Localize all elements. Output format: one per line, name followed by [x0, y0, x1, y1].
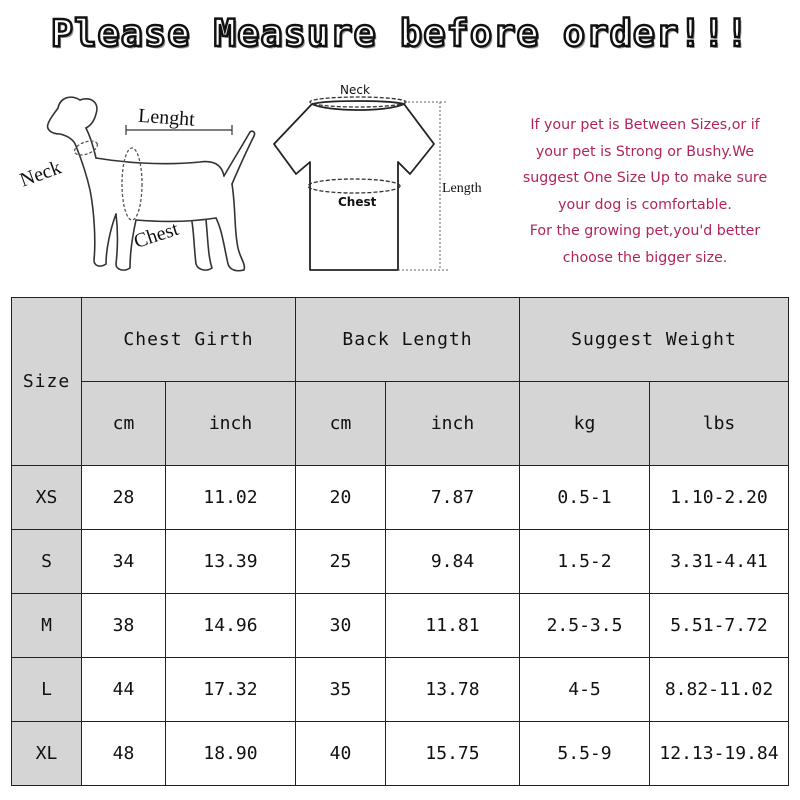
unit-header: cm	[296, 382, 386, 466]
table-cell: 14.96	[166, 594, 296, 658]
table-group-header-row	[12, 298, 789, 382]
table-cell: 13.39	[166, 530, 296, 594]
dog-measurement-diagram	[10, 80, 270, 285]
back-length-header: Back Length	[296, 298, 520, 382]
unit-header: lbs	[650, 382, 789, 466]
shirt-length-label: Length	[442, 181, 482, 196]
shirt-measurement-diagram	[268, 80, 498, 280]
table-cell: 11.02	[166, 466, 296, 530]
size-cell: XS	[12, 466, 82, 530]
table-cell: 13.78	[386, 658, 520, 722]
dog-neck-label: Neck	[16, 156, 65, 192]
table-cell: 5.51-7.72	[650, 594, 789, 658]
sizing-advice-note	[500, 112, 790, 271]
table-cell: 11.81	[386, 594, 520, 658]
note-line: For the growing pet,you'd better	[529, 223, 761, 239]
size-cell: S	[12, 530, 82, 594]
shirt-neck-label: Neck	[340, 83, 370, 97]
table-cell: 18.90	[166, 722, 296, 786]
dog-length-label: Lenght	[137, 104, 196, 131]
table-row	[12, 722, 789, 786]
table-cell: 38	[82, 594, 166, 658]
table-unit-header-row	[12, 382, 789, 466]
table-cell: 34	[82, 530, 166, 594]
table-cell: 25	[296, 530, 386, 594]
table-cell: 0.5-1	[520, 466, 650, 530]
table-cell: 5.5-9	[520, 722, 650, 786]
note-line: suggest One Size Up to make sure	[522, 170, 768, 186]
table-cell: 35	[296, 658, 386, 722]
size-cell: L	[12, 658, 82, 722]
unit-header: kg	[520, 382, 650, 466]
table-cell: 17.32	[166, 658, 296, 722]
table-cell: 1.5-2	[520, 530, 650, 594]
size-chart-table	[11, 297, 789, 786]
suggest-weight-header: Suggest Weight	[520, 298, 789, 382]
note-line: choose the bigger size.	[562, 249, 728, 266]
table-cell: 44	[82, 658, 166, 722]
unit-header: inch	[386, 382, 520, 466]
table-cell: 2.5-3.5	[520, 594, 650, 658]
table-row	[12, 466, 789, 530]
table-cell: 3.31-4.41	[650, 530, 789, 594]
table-cell: 15.75	[386, 722, 520, 786]
table-row	[12, 594, 789, 658]
table-cell: 28	[82, 466, 166, 530]
page-title: Please Measure before order!!!	[50, 12, 750, 55]
table-cell: 20	[296, 466, 386, 530]
table-cell: 12.13-19.84	[650, 722, 789, 786]
note-line: your dog is comfortable.	[558, 196, 732, 213]
note-line: If your pet is Between Sizes,or if	[530, 117, 760, 133]
table-cell: 40	[296, 722, 386, 786]
unit-header: cm	[82, 382, 166, 466]
table-cell: 4-5	[520, 658, 650, 722]
shirt-chest-label: Chest	[338, 195, 377, 209]
table-row	[12, 530, 789, 594]
table-cell: 1.10-2.20	[650, 466, 789, 530]
table-cell: 7.87	[386, 466, 520, 530]
size-cell: XL	[12, 722, 82, 786]
unit-header: inch	[166, 382, 296, 466]
note-line: your pet is Strong or Bushy.We	[535, 143, 755, 160]
size-cell: M	[12, 594, 82, 658]
table-cell: 8.82-11.02	[650, 658, 789, 722]
table-cell: 9.84	[386, 530, 520, 594]
table-cell: 48	[82, 722, 166, 786]
dog-chest-label: Chest	[131, 217, 182, 253]
chest-girth-header: Chest Girth	[82, 298, 296, 382]
size-column-header: Size	[12, 298, 82, 466]
table-cell: 30	[296, 594, 386, 658]
table-row	[12, 658, 789, 722]
